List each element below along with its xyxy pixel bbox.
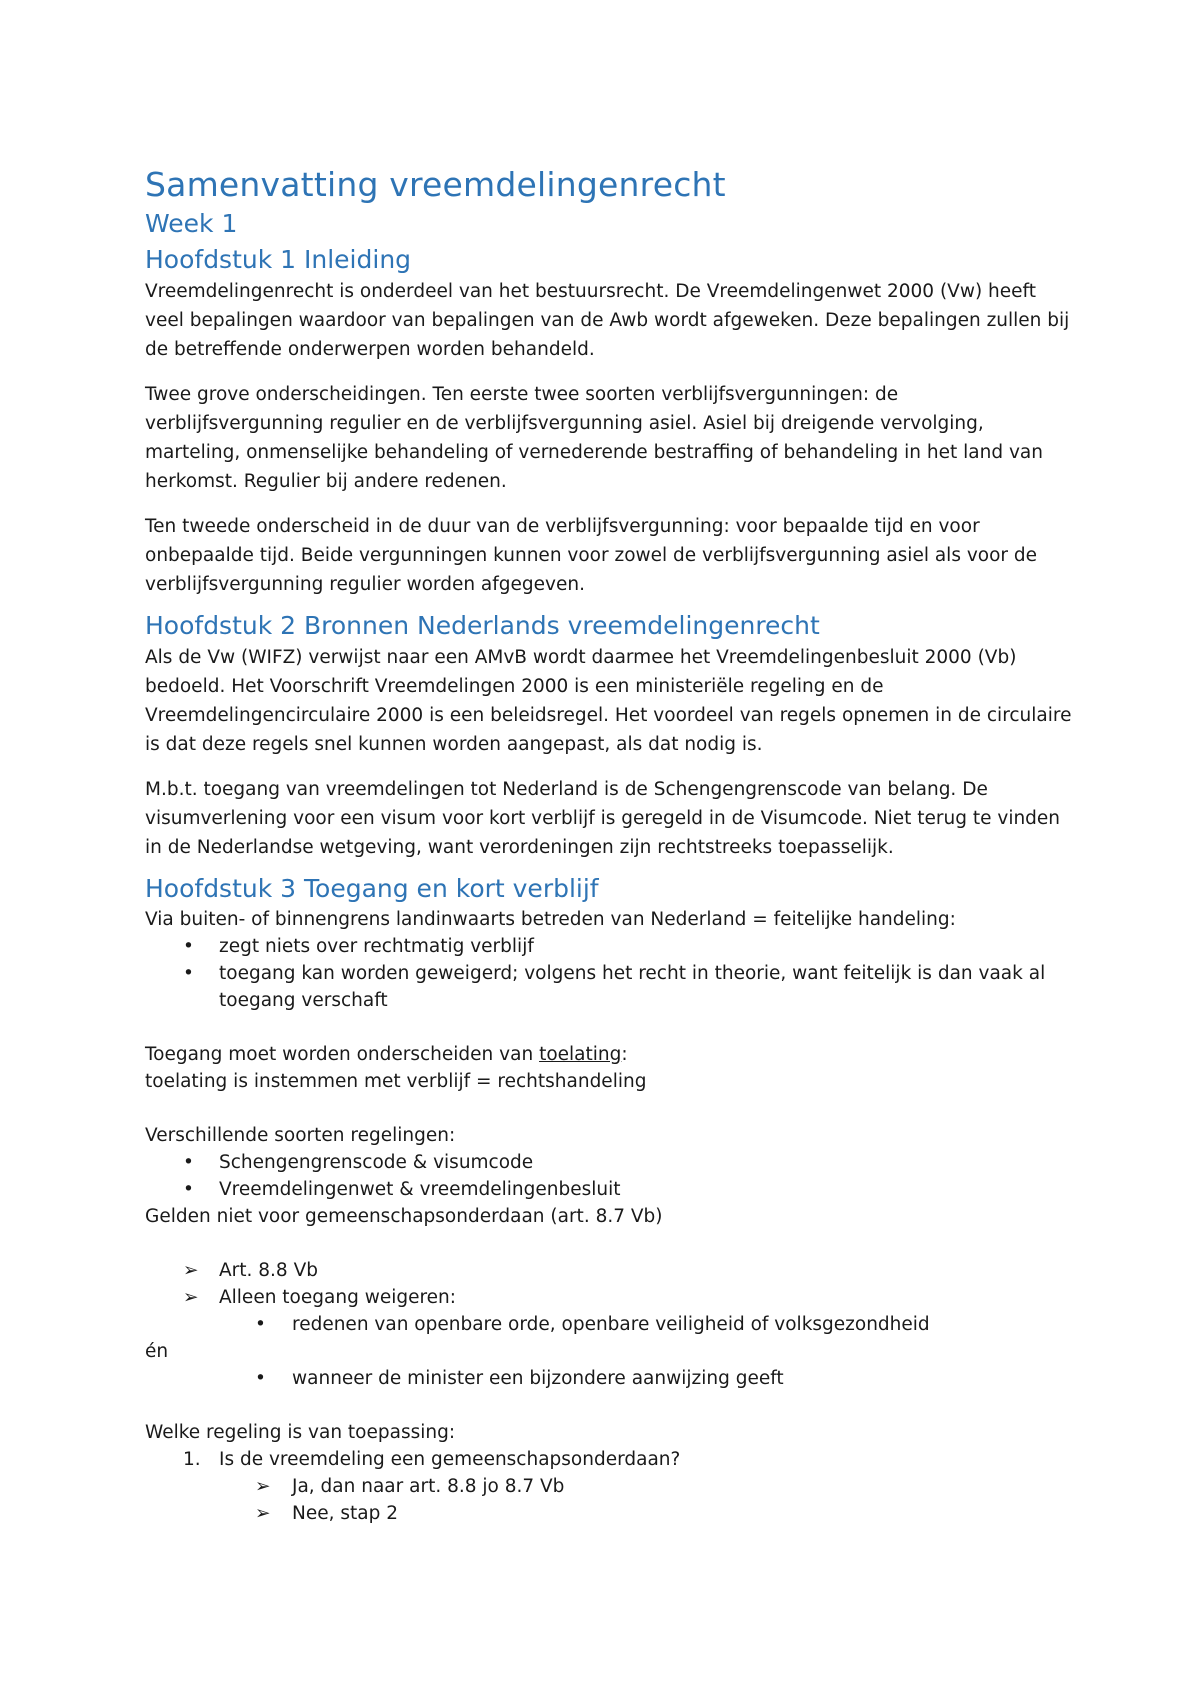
toelating-line: toelating is instemmen met verblijf = rechtshandeling [145, 1071, 647, 1092]
chapter-2-heading: Hoofdstuk 2 Bronnen Nederlands vreemdelingenrecht [145, 611, 820, 640]
chapter-1-heading: Hoofdstuk 1 Inleiding [145, 245, 412, 274]
arrow-list-2 [145, 1473, 1075, 1527]
regelingen-intro: Verschillende soorten regelingen: [145, 1125, 456, 1146]
arrow-icon: ➢ [183, 1260, 199, 1281]
arrow-icon: ➢ [183, 1287, 199, 1308]
en-line: én [145, 1341, 169, 1362]
welke-line: Welke regeling is van toepassing: [145, 1422, 456, 1443]
list-item: • Schengengrenscode & visumcode [145, 1149, 1075, 1176]
chapter-2-paragraph-1: Als de Vw (WIFZ) verwijst naar een AMvB wordt daarmee het Vreemdelingenbesluit 2000 (Vb) bedoeld. Het Voorschrift Vreemdelingen 2000 is een ministeriële regeling en de Vreemdelingencirculaire 2000 is een beleidsregel. Het voordeel van regels opnemen in de circulaire is dat deze regels snel kunnen worden aangepast, als dat nodig is. [145, 647, 1072, 755]
list-item: 1. Is de vreemdeling een gemeenschapsonderdaan? [145, 1446, 1075, 1473]
toegang-prefix: Toegang moet worden onderscheiden van [145, 1044, 540, 1065]
blank-line [145, 1095, 1075, 1122]
list-item: • toegang kan worden geweigerd; volgens het recht in theorie, want feitelijk is dan vaak al toegang verschaft [145, 960, 1075, 1014]
arrow-icon: ➢ [255, 1476, 271, 1497]
list-item: ➢ Art. 8.8 Vb [145, 1257, 1075, 1284]
gelden-line: Gelden niet voor gemeenschapsonderdaan (art. 8.7 Vb) [145, 1206, 663, 1227]
document-body [145, 165, 1075, 1527]
arrow-list-1 [145, 1257, 1075, 1311]
document-title: Samenvatting vreemdelingenrecht [145, 165, 726, 204]
blank-line [145, 1230, 1075, 1257]
sub-bullet-list-a [145, 1311, 1075, 1338]
blank-line [145, 1392, 1075, 1419]
toelating-underlined: toelating [539, 1044, 622, 1065]
list-item: • wanneer de minister een bijzondere aanwijzing geeft [145, 1365, 1075, 1392]
list-item: ➢ Nee, stap 2 [145, 1500, 1075, 1527]
bullet-list-1 [145, 933, 1075, 1014]
week-heading: Week 1 [145, 209, 238, 238]
chapter-1-paragraph-3: Ten tweede onderscheid in de duur van de verblijfsvergunning: voor bepaalde tijd en voor onbepaalde tijd. Beide vergunningen kunnen voor zowel de verblijfsvergunning asiel als voor de verblijfsvergunning regulier worden afgegeven. [145, 516, 1038, 595]
chapter-2-paragraph-2: M.b.t. toegang van vreemdelingen tot Nederland is de Schengengrenscode van belang. De visumverlening voor een visum voor kort verblijf is geregeld in de Visumcode. Niet terug te vinden in de Nederlandse wetgeving, want verordeningen zijn rechtstreeks toepasselijk. [145, 779, 1061, 858]
chapter-1-paragraph-2: Twee grove onderscheidingen. Ten eerste twee soorten verblijfsvergunningen: de verblijfsvergunning regulier en de verblijfsvergunning asiel. Asiel bij dreigende vervolging, marteling, onmenselijke behandeling of vernederende bestraffing of behandeling in het land van herkomst. Regulier bij andere redenen. [145, 384, 1043, 492]
chapter-3-intro: Via buiten- of binnengrens landinwaarts betreden van Nederland = feitelijke handeling: [145, 909, 956, 930]
list-item: ➢ Ja, dan naar art. 8.8 jo 8.7 Vb [145, 1473, 1075, 1500]
arrow-icon: ➢ [255, 1503, 271, 1524]
blank-line [145, 1014, 1075, 1041]
chapter-1-paragraph-1: Vreemdelingenrecht is onderdeel van het bestuursrecht. De Vreemdelingenwet 2000 (Vw) heeft veel bepalingen waardoor van bepalingen van de Awb wordt afgeweken. Deze bepalingen zullen bij de betreffende onderwerpen worden behandeld. [145, 281, 1070, 360]
sub-bullet-list-b [145, 1365, 1075, 1392]
list-item: ➢ Alleen toegang weigeren: [145, 1284, 1075, 1311]
list-item: • redenen van openbare orde, openbare veiligheid of volksgezondheid [145, 1311, 1075, 1338]
list-item: • Vreemdelingenwet & vreemdelingenbesluit [145, 1176, 1075, 1203]
toegang-suffix: : [621, 1044, 628, 1065]
bullet-list-2 [145, 1149, 1075, 1203]
chapter-3-heading: Hoofdstuk 3 Toegang en kort verblijf [145, 874, 599, 903]
toegang-line [145, 1041, 1075, 1068]
list-item: • zegt niets over rechtmatig verblijf [145, 933, 1075, 960]
list-number: 1. [183, 1449, 201, 1470]
numbered-list [145, 1446, 1075, 1473]
